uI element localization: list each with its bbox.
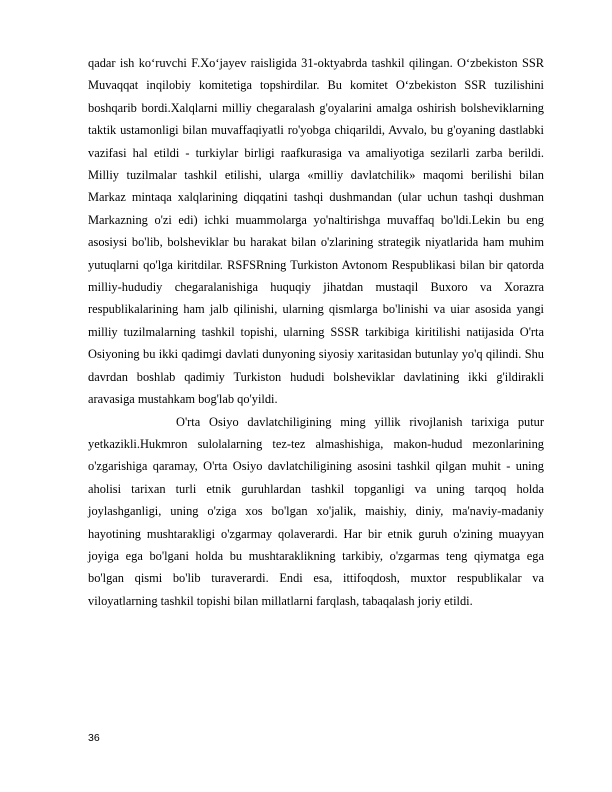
paragraph-1: qadar ish ko‘ruvchi F.Xo‘jayev raisligida 31-oktyabrda tashkil qilingan. O‘zbekiston SSR Muvaqqat inqilobiy komitetiga topshirdilar. Bu komitet O‘zbekiston SSR tuzilishini boshqarib bordi.Xalqlarni milliy chegaralash g'oyalarini amalga oshirish bolsheviklarning taktik ustamonligi bilan muvaffaqiyatli ro'yobga chiqarildi, Avvalo, bu g'oyaning dastlabki vazifasi hal etildi - turkiylar birligi raafkurasiga va amaliyotiga sezilarli zarba berildi. Milliy tuzilmalar tashkil etilishi, ularga «milliy davlatchilik» maqomi berilishi bilan Markaz mintaqa xalqlarining diqqatini tashqi dushmandan (ular uchun tashqi dushman Markazning o'zi edi) ichki muammolarga yo'naltirishga muvaffaq bo'ldi.Lekin bu eng asosiysi bo'lib, bolsheviklar bu harakat bilan o'zlarining strategik niyatlarida ham muhim yutuqlarni qo'lga kiritdilar. RSFSRning Turkiston Avtonom Respublikasi bilan bir qatorda milliy-hududiy chegaralanishiga huquqiy jihatdan mustaqil Buxoro va Xorazra respublikalarining ham jalb qilinishi, ularning qismlarga bo'linishi va uiar asosida yangi milliy tuzilmalarning tashkil topishi, ularning SSSR tarkibiga kiritilishi natijasida O'rta Osiyoning bu ikki qadimgi davlati dunyoning siyosiy xaritasidan butunlay yo'q qilindi. Shu davrdan boshlab qadimiy Turkiston hududi bolsheviklar davlatining ikki g'ildirakli aravasiga mustahkam bog'lab qo'yildi. [88, 56, 544, 407]
page-number: 36 [88, 732, 100, 744]
paragraph-2: O'rta Osiyo davlatchiligining ming yillik rivojlanish tarixiga putur yetkazikli.Hukmron sulolalarning tez-tez almashishiga, makon-hudud mezonlarining o'zgarishiga qaramay, O'rta Osiyo davlatchiligining asosini tashkil qilgan muhit - uning aholisi tarixan turli etnik guruhlardan tashkil topganligi va uning tarqoq holda joylashganligi, uning o'ziga xos bo'lgan xo'jalik, maishiy, diniy, ma'naviy-madaniy hayotining mushtarakligi o'zgarmay qolaverardi. Har bir etnik guruh o'zining muayyan joyiga ega bo'lgani holda bu mushtaraklikning tarkibiy, o'zgarmas teng qiymatga ega bo'lgan qismi bo'lib turaverardi. Endi esa, ittifoqdosh, muxtor respublikalar va viloyatlarning tashkil topishi bilan millatlarni farqlash, tabaqalash joriy etildi. [88, 414, 544, 608]
document-page [88, 52, 544, 612]
